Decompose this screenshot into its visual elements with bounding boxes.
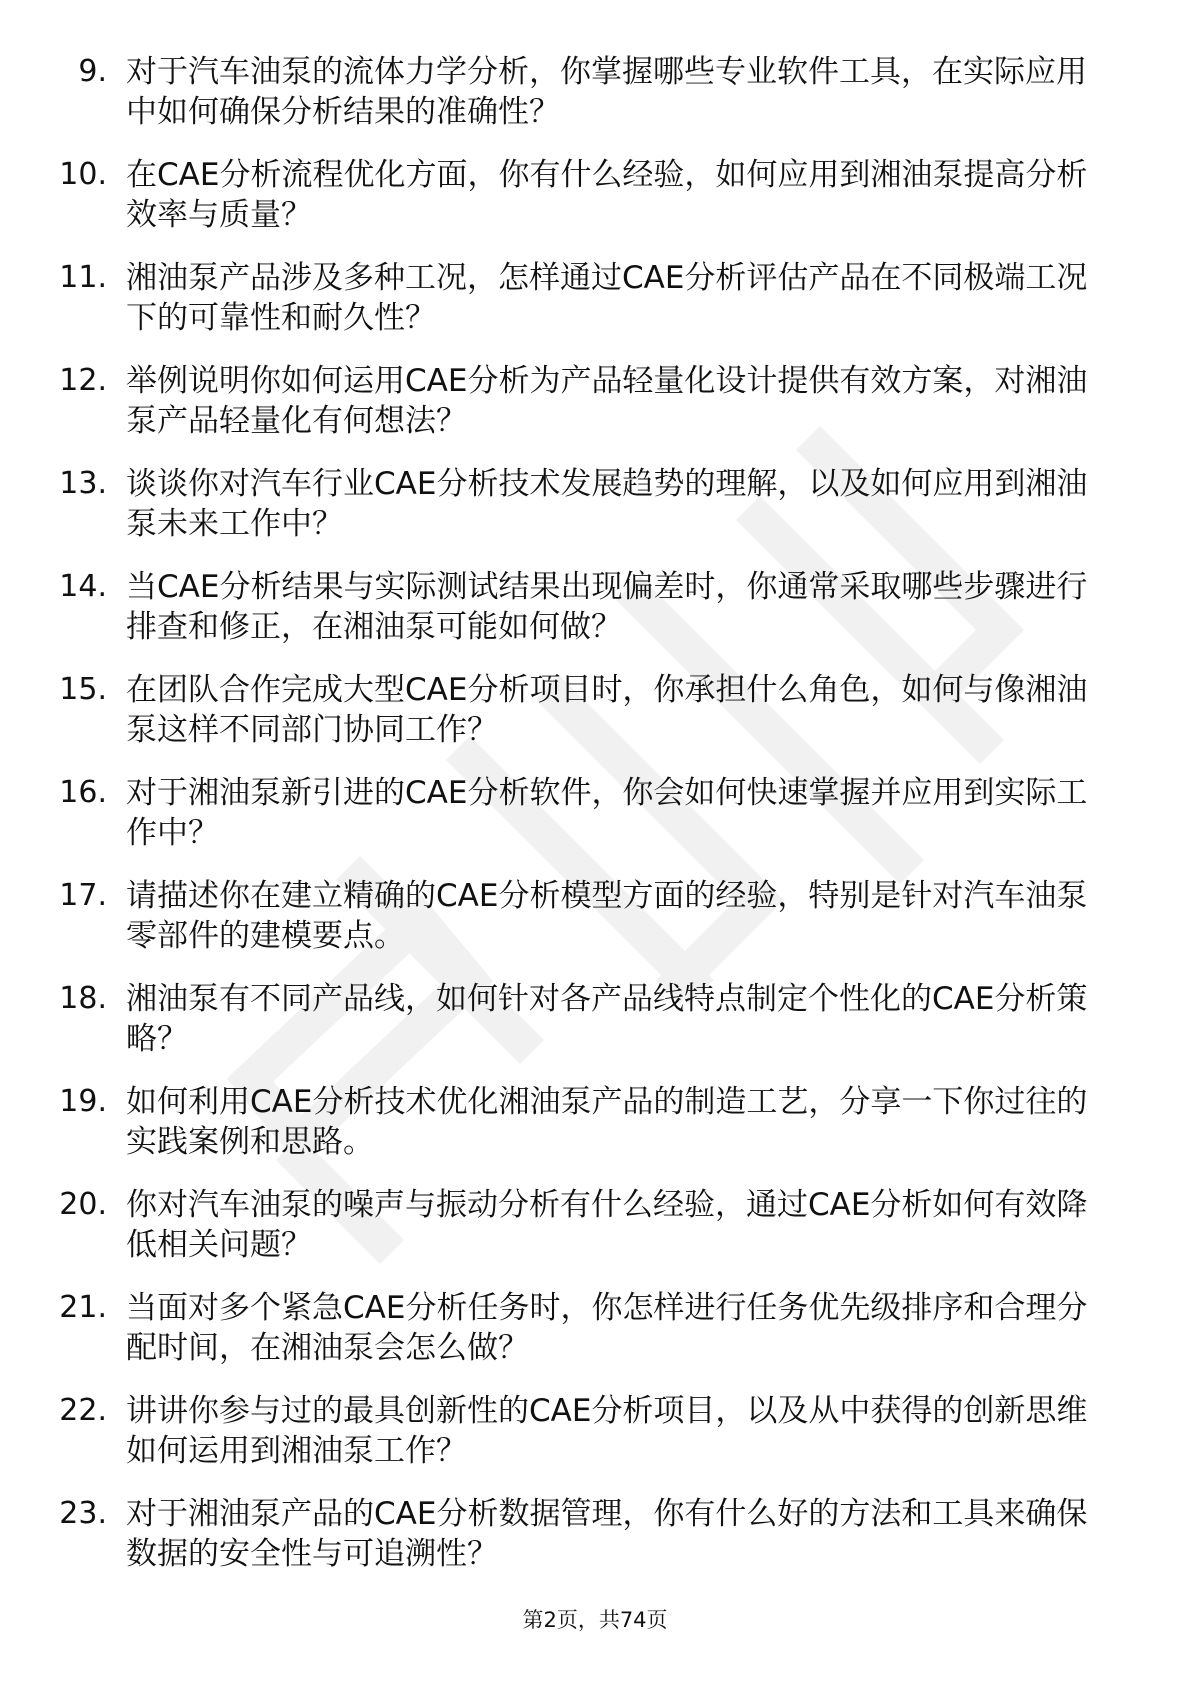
question-text: 湘油泵有不同产品线，如何针对各产品线特点制定个性化的CAE分析策略？ <box>126 981 1088 1057</box>
question-item <box>0 567 1190 670</box>
question-text: 在CAE分析流程优化方面，你有什么经验，如何应用到湘油泵提高分析效率与质量？ <box>126 157 1088 233</box>
question-item <box>0 979 1190 1082</box>
question-item <box>0 258 1190 361</box>
question-item <box>0 1185 1190 1288</box>
question-text: 举例说明你如何运用CAE分析为产品轻量化设计提供有效方案，对湘油泵产品轻量化有何想法？ <box>126 363 1088 439</box>
question-text: 湘油泵产品涉及多种工况，怎样通过CAE分析评估产品在不同极端工况下的可靠性和耐久性？ <box>126 260 1088 336</box>
question-number: 18. <box>59 981 107 1016</box>
question-text: 你对汽车油泵的噪声与振动分析有什么经验，通过CAE分析如何有效降低相关问题？ <box>126 1187 1088 1263</box>
question-item <box>0 1391 1190 1494</box>
question-text: 讲讲你参与过的最具创新性的CAE分析项目，以及从中获得的创新思维如何运用到湘油泵工作？ <box>126 1393 1088 1469</box>
question-number: 19. <box>59 1084 107 1119</box>
question-list <box>0 52 1190 1597</box>
question-text: 在团队合作完成大型CAE分析项目时，你承担什么角色，如何与像湘油泵这样不同部门协同工作？ <box>126 672 1088 748</box>
question-text: 当CAE分析结果与实际测试结果出现偏差时，你通常采取哪些步骤进行排查和修正，在湘油泵可能如何做？ <box>126 569 1088 645</box>
question-number: 23. <box>59 1496 107 1531</box>
question-item <box>0 1494 1190 1597</box>
question-item <box>0 670 1190 773</box>
question-item <box>0 361 1190 464</box>
question-number: 14. <box>59 569 107 604</box>
question-item <box>0 1082 1190 1185</box>
question-number: 13. <box>59 466 107 501</box>
question-text: 对于湘油泵新引进的CAE分析软件，你会如何快速掌握并应用到实际工作中？ <box>126 775 1088 851</box>
question-number: 12. <box>59 363 107 398</box>
question-item <box>0 464 1190 567</box>
question-number: 22. <box>59 1393 107 1428</box>
question-text: 如何利用CAE分析技术优化湘油泵产品的制造工艺，分享一下你过往的实践案例和思路。 <box>126 1084 1088 1160</box>
question-item <box>0 773 1190 876</box>
question-text: 当面对多个紧急CAE分析任务时，你怎样进行任务优先级排序和合理分配时间，在湘油泵会怎么做？ <box>126 1290 1088 1366</box>
question-number: 9. <box>78 54 107 89</box>
question-text: 对于汽车油泵的流体力学分析，你掌握哪些专业软件工具，在实际应用中如何确保分析结果的准确性？ <box>126 54 1087 130</box>
question-text: 对于湘油泵产品的CAE分析数据管理，你有什么好的方法和工具来确保数据的安全性与可追溯性？ <box>126 1496 1088 1572</box>
question-item <box>0 155 1190 258</box>
question-number: 20. <box>59 1187 107 1222</box>
page-number: 第2页，共74页 <box>522 1608 668 1632</box>
question-item <box>0 1288 1190 1391</box>
question-number: 21. <box>59 1290 107 1325</box>
question-text: 谈谈你对汽车行业CAE分析技术发展趋势的理解，以及如何应用到湘油泵未来工作中？ <box>126 466 1088 542</box>
question-item <box>0 52 1190 155</box>
question-number: 10. <box>59 157 107 192</box>
question-number: 17. <box>59 878 107 913</box>
question-number: 15. <box>59 672 107 707</box>
question-number: 11. <box>59 260 107 295</box>
question-item <box>0 876 1190 979</box>
question-text: 请描述你在建立精确的CAE分析模型方面的经验，特别是针对汽车油泵零部件的建模要点。 <box>126 878 1088 954</box>
question-number: 16. <box>59 775 107 810</box>
